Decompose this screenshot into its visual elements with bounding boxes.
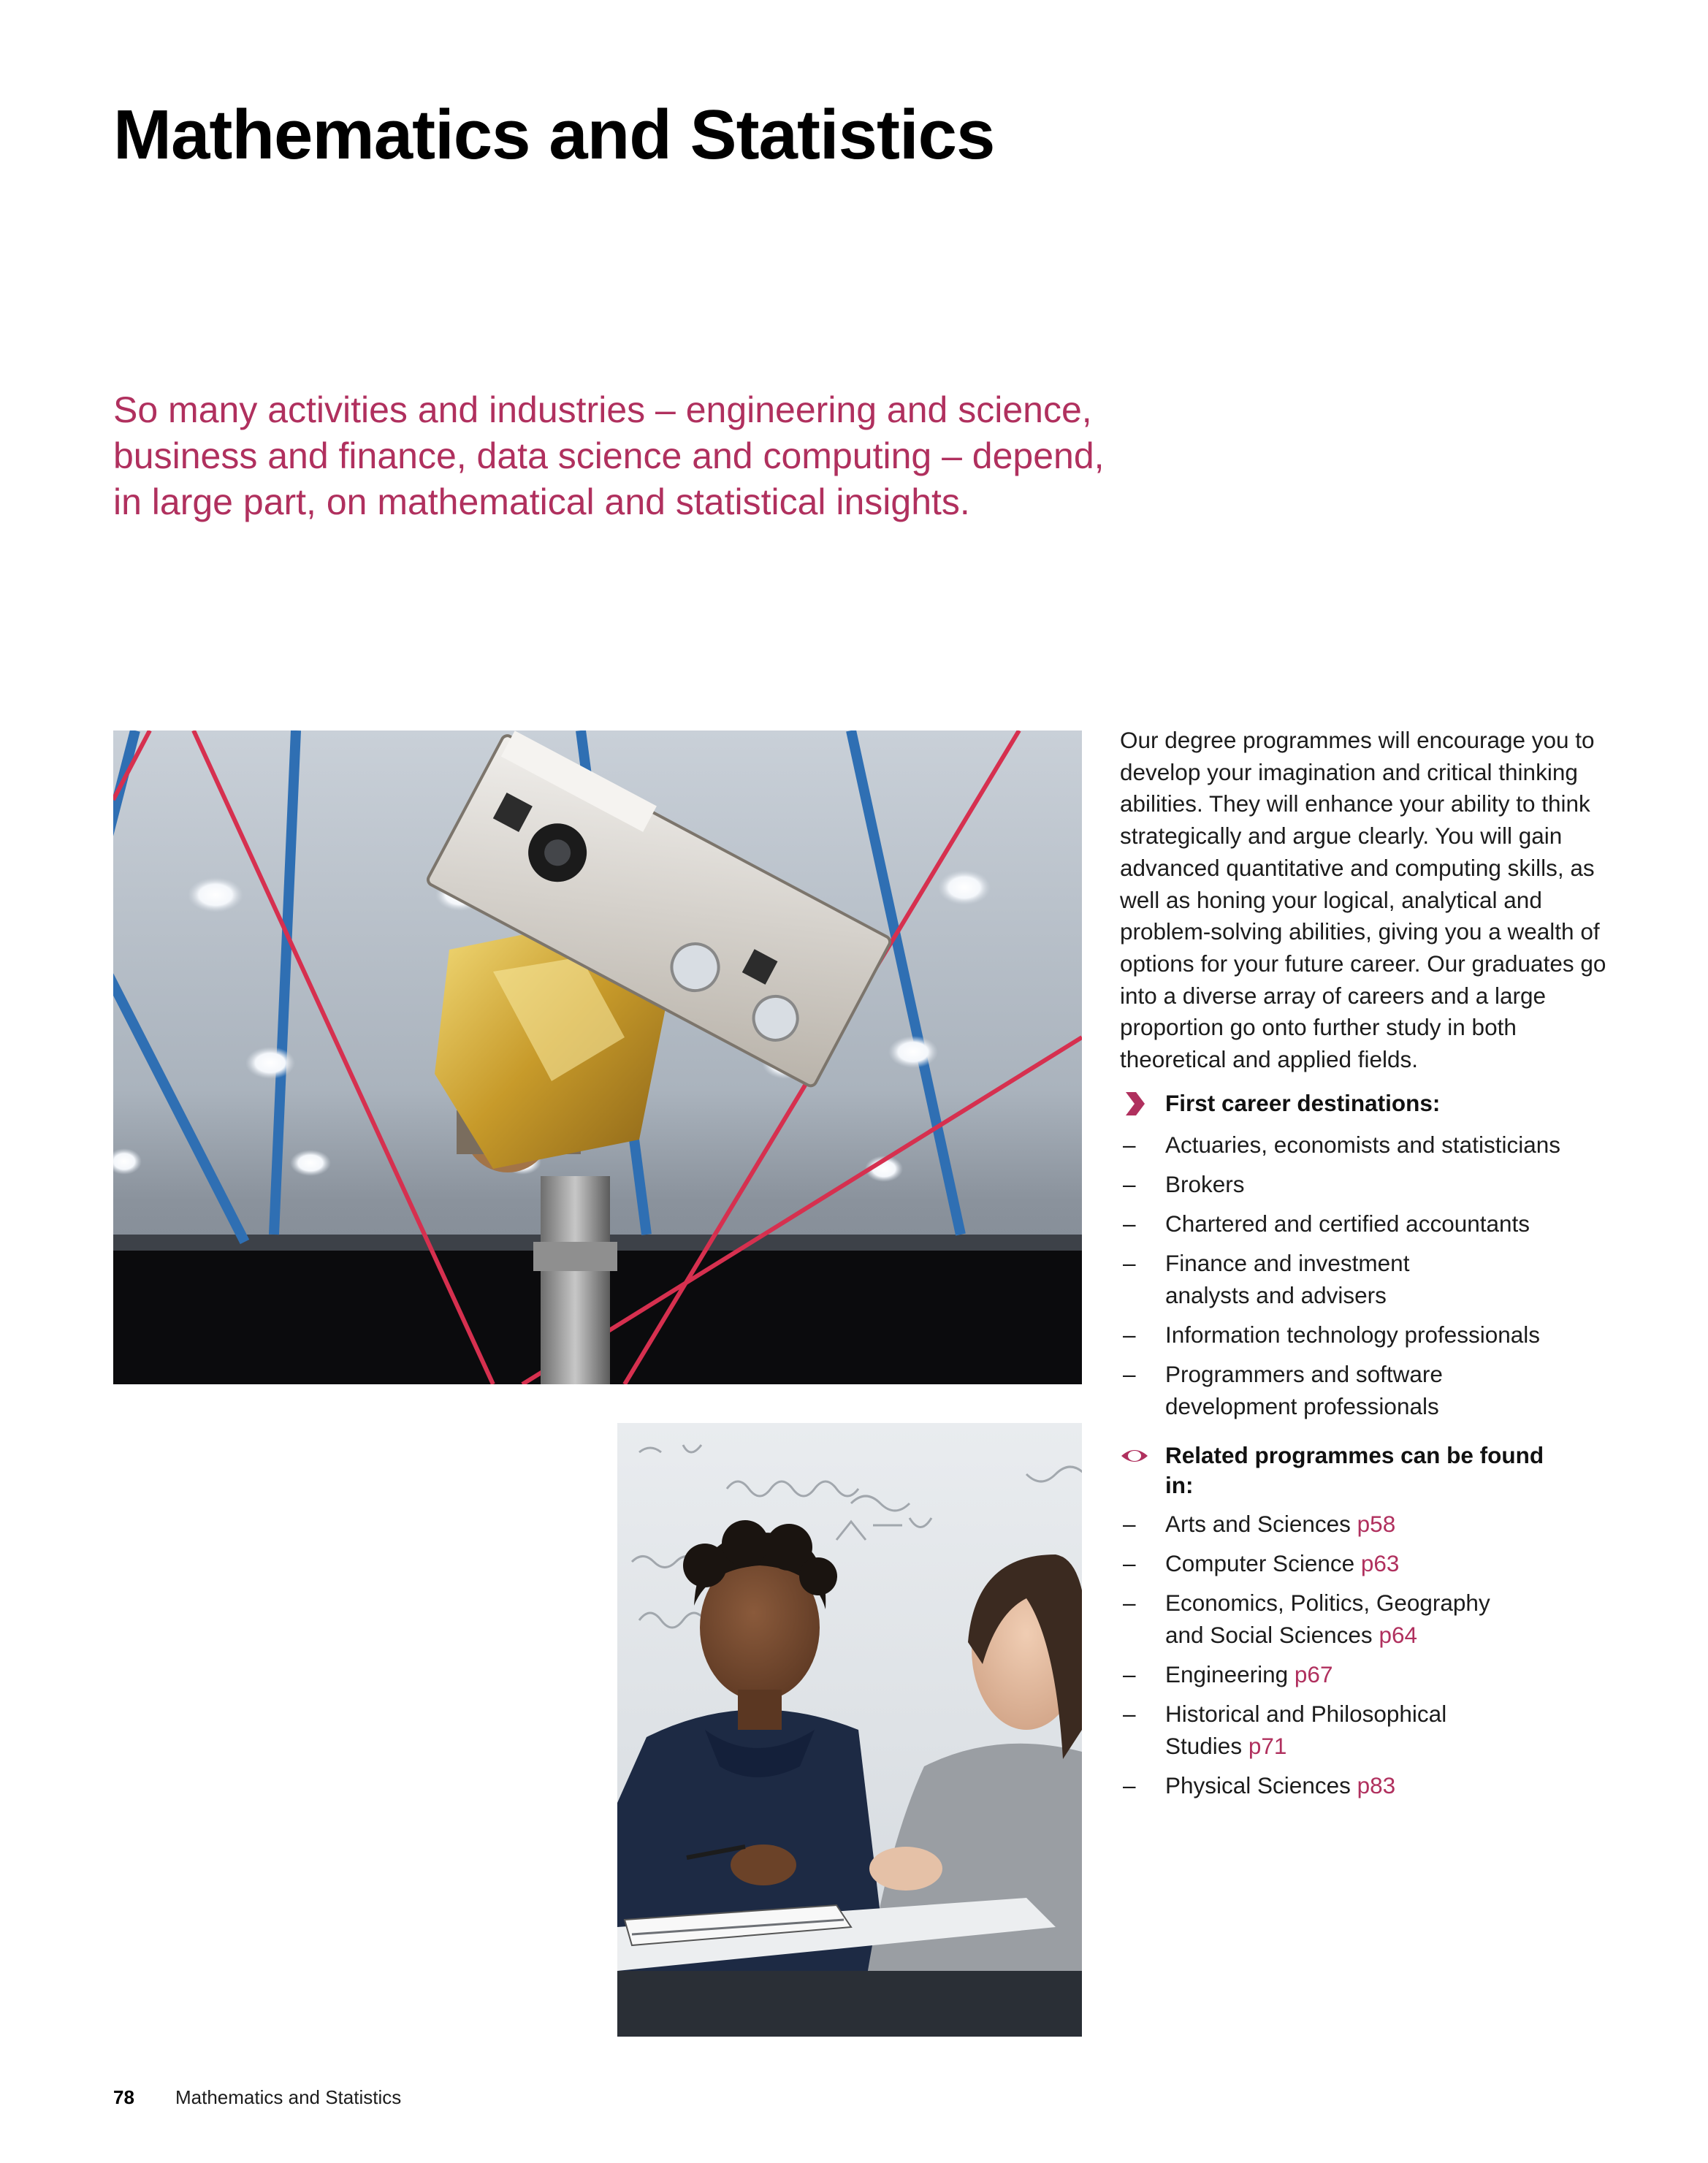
careers-heading-label: First career destinations: (1165, 1090, 1441, 1116)
students-photo (617, 1423, 1082, 2037)
career-item-label: Finance and investment analysts and advisers (1165, 1250, 1410, 1308)
career-item-label: Brokers (1165, 1171, 1245, 1197)
chevron-right-icon (1120, 1091, 1149, 1117)
body-paragraph: Our degree programmes will encourage you to develop your imagination and critical thinking abilities. They will enhance your ability to think strategically and argue clearly. You will gain advanced quantitative and computing skills, as well as honing your logical, analytical and problem-solving abilities, giving you a wealth of options for your future career. Our graduates go into a diverse array of careers and a large proportion go onto further study in both theoretical and applied fields. (1120, 727, 1606, 1073)
related-item-label: Computer Science (1165, 1550, 1355, 1576)
related-item-label: Arts and Sciences (1165, 1511, 1351, 1537)
page-reference-link[interactable]: p64 (1379, 1622, 1417, 1648)
career-item-label: Actuaries, economists and statisticians (1165, 1132, 1560, 1158)
page-reference-link[interactable]: p83 (1357, 1772, 1396, 1798)
related-item-label: Physical Sciences (1165, 1772, 1351, 1798)
footer-section-title: Mathematics and Statistics (175, 2086, 402, 2108)
page-title: Mathematics and Statistics (113, 96, 995, 174)
page-number: 78 (113, 2086, 134, 2108)
career-item-label: Information technology professionals (1165, 1321, 1541, 1348)
eye-icon (1120, 1443, 1149, 1469)
intro-text: So many activities and industries – engineering and science, business and finance, data science and computing – depend, in large part, on mathematical and statistical insights. (113, 389, 1105, 522)
related-item-label: Engineering (1165, 1661, 1289, 1687)
related-item-label: Historical and Philosophical Studies (1165, 1701, 1447, 1759)
page-reference-link[interactable]: p67 (1294, 1661, 1333, 1687)
page-reference-link[interactable]: p58 (1357, 1511, 1396, 1537)
page-reference-link[interactable]: p63 (1360, 1550, 1400, 1576)
related-item-label: Economics, Politics, Geography and Social Sciences (1165, 1590, 1490, 1648)
career-item-label: Chartered and certified accountants (1165, 1210, 1530, 1237)
robot-photo (113, 730, 1082, 1384)
page-reference-link[interactable]: p71 (1248, 1733, 1287, 1759)
related-heading-label: Related programmes can be found in: (1165, 1442, 1544, 1498)
career-item-label: Programmers and software development professionals (1165, 1361, 1443, 1419)
